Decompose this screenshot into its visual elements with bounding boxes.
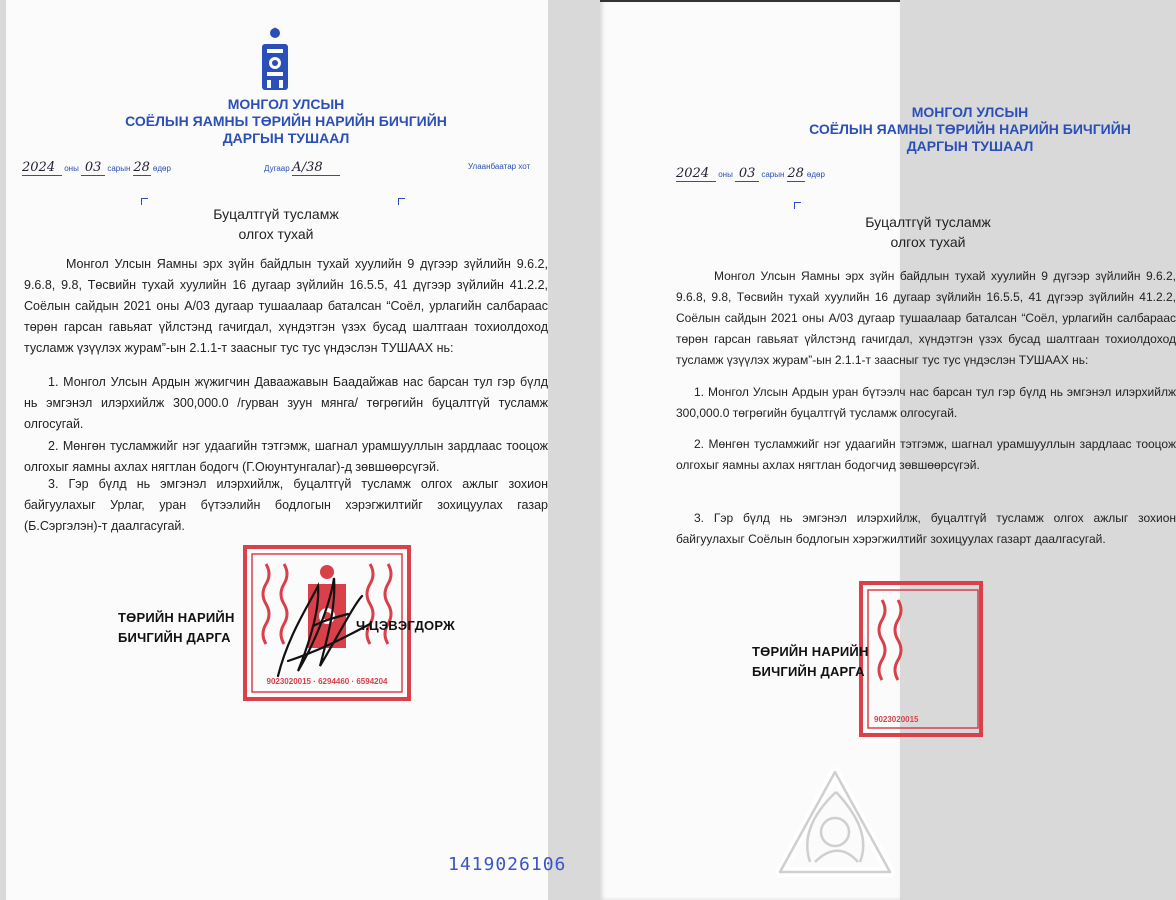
date-day-suffix: өдөр	[806, 170, 825, 179]
title-line-2: олгох тухай	[238, 226, 314, 242]
date-month-suffix: сарын	[107, 164, 131, 173]
stamp-text: 9023020015 · 6294460 · 6594204	[266, 677, 388, 686]
clause-1: 1. Монгол Улсын Ардын жүжигчин Даваажавын Баадайжав нас барсан тул гэр бүлд нь эмгэнэл илэрхийлж 300,000.0 /гурван зуун мянга/ төгрөгийн буцалтгүй тусламж олгосугай.	[24, 375, 548, 431]
document-title-right	[798, 212, 1058, 252]
date-day: 28	[787, 166, 804, 181]
document-title	[146, 204, 406, 244]
clause-3: 3. Гэр бүлд нь эмгэнэл илэрхийлж, буцалтгүй тусламж олгох ажлыг зохион байгуулахыг Урлаг, уран бүтээлийн бодлогын хэрэгжилтийг зохицуулах газар (Б.Сэргэлэн)-т даалгасугай.	[24, 477, 548, 533]
header-line-2: СОЁЛЫН ЯАМНЫ ТӨРИЙН НАРИЙН БИЧГИЙН	[809, 121, 1131, 137]
watermark-logo-icon	[770, 762, 900, 892]
date-day: 28	[133, 160, 150, 175]
clause-1-right: 1. Монгол Улсын Ардын уран бүтээлч нас барсан тул гэр бүлд нь эмгэнэл илэрхийлж 300,000.0 төгрөгийн буцалтгүй тусламж олгосугай.	[676, 385, 1176, 420]
title-line-1: Буцалтгүй тусламж	[865, 214, 991, 230]
signer-title-line-1: ТӨРИЙН НАРИЙН	[752, 644, 869, 659]
document-header	[96, 96, 476, 147]
official-seal-stamp-right	[858, 580, 938, 740]
order-number	[264, 160, 340, 176]
soyombo-emblem-icon	[254, 26, 296, 96]
date-year: 2024	[22, 160, 62, 176]
date-month: 03	[81, 160, 105, 176]
header-line-2: СОЁЛЫН ЯАМНЫ ТӨРИЙН НАРИЙН БИЧГИЙН	[125, 113, 447, 129]
signer-title-line-1: ТӨРИЙН НАРИЙН	[118, 610, 235, 625]
date-line-right	[676, 166, 825, 182]
signer-name: Ч.ЦЭВЭГДОРЖ	[356, 618, 455, 633]
date-year-suffix: оны	[64, 164, 79, 173]
corner-mark-right-page	[794, 202, 801, 209]
stamp-text-right: 9023020015	[874, 715, 919, 724]
signer-title-line-2: БИЧГИЙН ДАРГА	[118, 630, 231, 645]
document-page-right	[600, 0, 1176, 900]
document-header-right	[780, 104, 1160, 155]
title-line-2: олгох тухай	[890, 234, 966, 250]
document-serial-number: 1419026106	[448, 854, 567, 875]
signer-title-right	[752, 642, 869, 682]
header-line-3: ДАРГЫН ТУШААЛ	[906, 138, 1034, 154]
order-number-label: Дугаар	[264, 164, 290, 173]
signer-title	[118, 608, 235, 648]
clause-2: 2. Мөнгөн тусламжийг нэг удаагийн тэтгэмж, шагнал урамшууллын зардлаас тооцож олгохыг яамны ахлах нягтлан бодогч (Г.Оюунтунгалаг)-д зөвшөөрсүгэй.	[24, 439, 548, 474]
top-edge-line	[600, 0, 900, 2]
date-month: 03	[735, 166, 759, 182]
date-line	[22, 160, 171, 176]
signer-title-line-2: БИЧГИЙН ДАРГА	[752, 664, 865, 679]
date-year-suffix: оны	[718, 170, 733, 179]
header-line-3: ДАРГЫН ТУШААЛ	[222, 130, 350, 146]
document-page-left	[6, 0, 567, 900]
preamble-paragraph: Монгол Улсын Яамны эрх зүйн байдлын тухай хуулийн 9 дүгээр зүйлийн 9.6.2, 9.6.8, 9.8, Төсвийн тухай хуулийн 16 дугаар зүйлийн 16.5.5, 41 дүгээр зүйлийн 41.2.2, Соёлын сайдын 2021 оны А/03 дугаар тушаалаар баталсан “Соёл, урлагийн салбараас төрөн гарсан гавьяат үйлстэнд гачигдал, хүндэтгэн үзэх бусад шалтгаан тохиолдоход тусламж үзүүлэх журам”-ын 2.1.1-т заасныг тус тус үндэслэн ТУШААХ нь:	[24, 257, 548, 355]
clause-3-right: 3. Гэр бүлд нь эмгэнэл илэрхийлж, буцалтгүй тусламж олгох ажлыг зохион байгуулахыг Соёлын бодлогын хэрэгжилтийг зохицуулах газарт даалгасугай.	[676, 511, 1176, 546]
order-number-value: А/38	[292, 160, 340, 176]
header-line-1: МОНГОЛ УЛСЫН	[911, 104, 1029, 120]
date-month-suffix: сарын	[761, 170, 785, 179]
city-label: Улаанбаатар хот	[468, 162, 531, 171]
title-line-1: Буцалтгүй тусламж	[213, 206, 339, 222]
clause-2-right: 2. Мөнгөн тусламжийг нэг удаагийн тэтгэмж, шагнал урамшууллын зардлаас тооцож олгохыг яамны ахлах нягтлан бодогчид зөвшөөрсүгэй.	[676, 437, 1176, 472]
preamble-paragraph-right: Монгол Улсын Яамны эрх зүйн байдлын тухай хуулийн 9 дүгээр зүйлийн 9.6.2, 9.6.8, 9.8, Төсвийн тухай хуулийн 16 дугаар зүйлийн 16.5.5, 41 дүгээр зүйлийн 41.2.2, Соёлын сайдын 2021 оны А/03 дугаар тушаалаар баталсан “Соёл, урлагийн салбараас төрөн гарсан гавьяат үйлстэнд гачигдал, хүндэтгэн үзэх бусад шалтгаан тохиолдоход тусламж үзүүлэх журам”-ын 2.1.1-т заасныг тус тус үндэслэн ТУШААХ нь:	[676, 269, 1176, 367]
date-year: 2024	[676, 166, 716, 182]
date-day-suffix: өдөр	[152, 164, 171, 173]
header-line-1: МОНГОЛ УЛСЫН	[227, 96, 345, 112]
